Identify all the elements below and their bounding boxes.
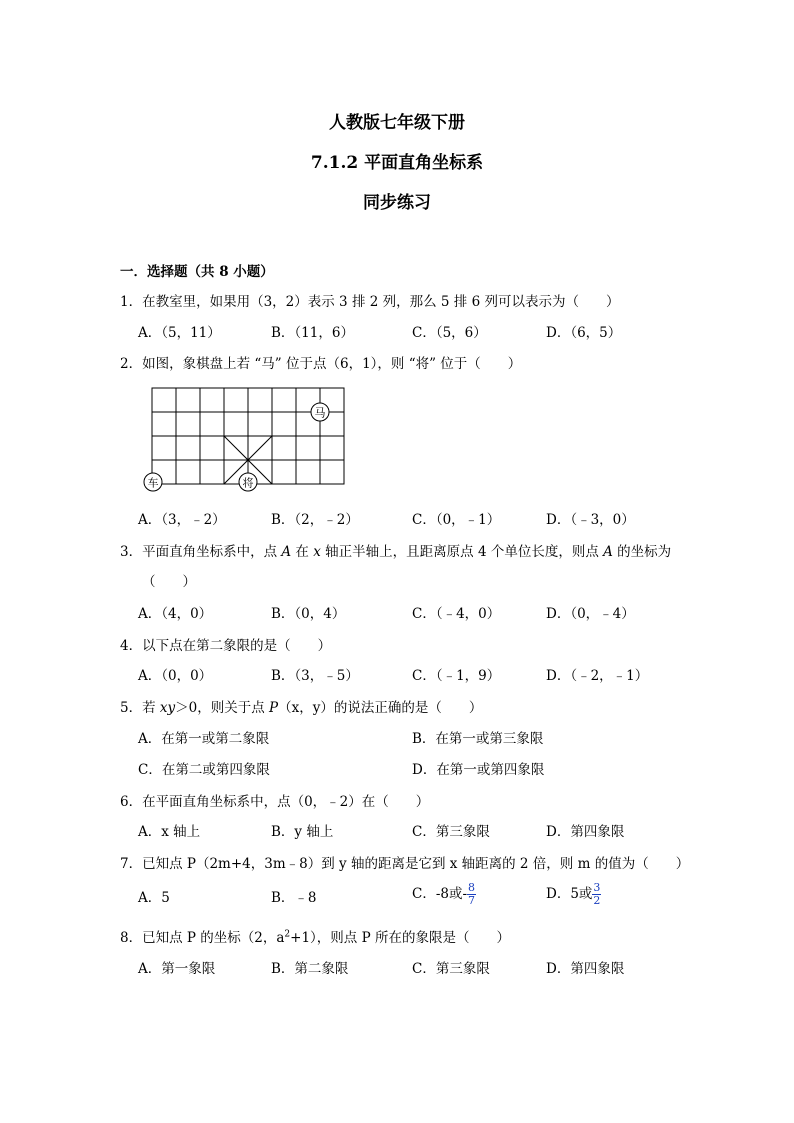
q2-option-a: A．（3，﹣2） (138, 512, 226, 528)
q1-option-a: A．（5，11） (138, 325, 221, 341)
q6-option-b: B．y 轴上 (271, 824, 334, 840)
q6-option-a: A．x 轴上 (138, 824, 201, 840)
svg-text:车: 车 (147, 476, 159, 490)
section-heading: 一．选择题（共 8 小题） (120, 264, 274, 280)
question-3-stem-cont: （ ） (142, 574, 196, 590)
q2-option-d: D．（﹣3，0） (546, 512, 635, 528)
question-2-stem: 2．如图，象棋盘上若 “马” 位于点（6，1），则 “将” 位于（ ） (120, 356, 522, 372)
chessboard-figure (140, 386, 360, 496)
q8-option-b: B．第二象限 (271, 961, 349, 977)
q7-option-b: B．﹣8 (271, 890, 317, 906)
doc-title-topic: 7.1.2 平面直角坐标系 (310, 153, 484, 173)
question-8-stem: 8．已知点 P 的坐标（2，$a^2+1$），则点 P 所在的象限是（ ） (120, 929, 510, 946)
q5-option-b: B．在第一或第三象限 (412, 731, 544, 747)
svg-text:马: 马 (314, 406, 326, 420)
chess-piece-general (239, 473, 257, 491)
q7-option-a: A．5 (138, 890, 170, 906)
q1-option-c: C．（5，6） (412, 325, 487, 341)
q8-option-a: A．第一象限 (138, 961, 216, 977)
q6-option-d: D．第四象限 (546, 824, 625, 840)
q3-option-b: B．（0，4） (271, 606, 346, 622)
q4-option-a: A．（0，0） (138, 668, 213, 684)
q5-option-d: D．在第一或第四象限 (412, 762, 545, 778)
q2-option-b: B．（2，﹣2） (271, 512, 359, 528)
q3-option-d: D．（0，﹣4） (546, 606, 635, 622)
q1-option-b: B．（11，6） (271, 325, 354, 341)
question-1-stem: 1．在教室里，如果用（3，2）表示 3 排 2 列，那么 5 排 6 列可以表示为（ ） (120, 294, 620, 310)
q8-option-d: D．第四象限 (546, 961, 625, 977)
q2-option-c: C．（0，﹣1） (412, 512, 501, 528)
q1-option-d: D．（6，5） (546, 325, 622, 341)
q4-option-d: D．（﹣2，﹣1） (546, 668, 649, 684)
question-5-stem: 5．若 xy＞0，则关于点 P（x，y）的说法正确的是（ ） (120, 700, 483, 716)
question-3-stem: 3．平面直角坐标系中，点 A 在 x 轴正半轴上，且距离原点 4 个单位长度，则点 A 的坐标为 (120, 544, 672, 560)
chess-piece-horse (311, 403, 329, 421)
q7-option-d: D．5或 $\frac{3}{2}$ (546, 881, 601, 907)
question-7-stem: 7．已知点 P（2m+4，3m﹣8）到 y 轴的距离是它到 x 轴距离的 2 倍，则 m 的值为（ ） (120, 856, 690, 872)
q3-option-a: A．（4，0） (138, 606, 213, 622)
q5-option-c: C．在第二或第四象限 (138, 762, 270, 778)
question-4-stem: 4．以下点在第二象限的是（ ） (120, 638, 332, 654)
question-6-stem: 6．在平面直角坐标系中，点（0，﹣2）在（ ） (120, 794, 430, 810)
q3-option-c: C．（﹣4，0） (412, 606, 501, 622)
q4-option-b: B．（3，﹣5） (271, 668, 359, 684)
q7-option-c: C．-8或- $\frac{8}{7}$ (412, 881, 476, 907)
chess-piece-chariot (144, 473, 162, 491)
doc-title-grade: 人教版七年级下册 (329, 113, 465, 133)
svg-text:将: 将 (242, 476, 254, 490)
q8-option-c: C．第三象限 (412, 961, 490, 977)
q4-option-c: C．（﹣1，9） (412, 668, 501, 684)
q6-option-c: C．第三象限 (412, 824, 490, 840)
q5-option-a: A．在第一或第二象限 (138, 731, 270, 747)
doc-title-practice: 同步练习 (363, 193, 431, 213)
